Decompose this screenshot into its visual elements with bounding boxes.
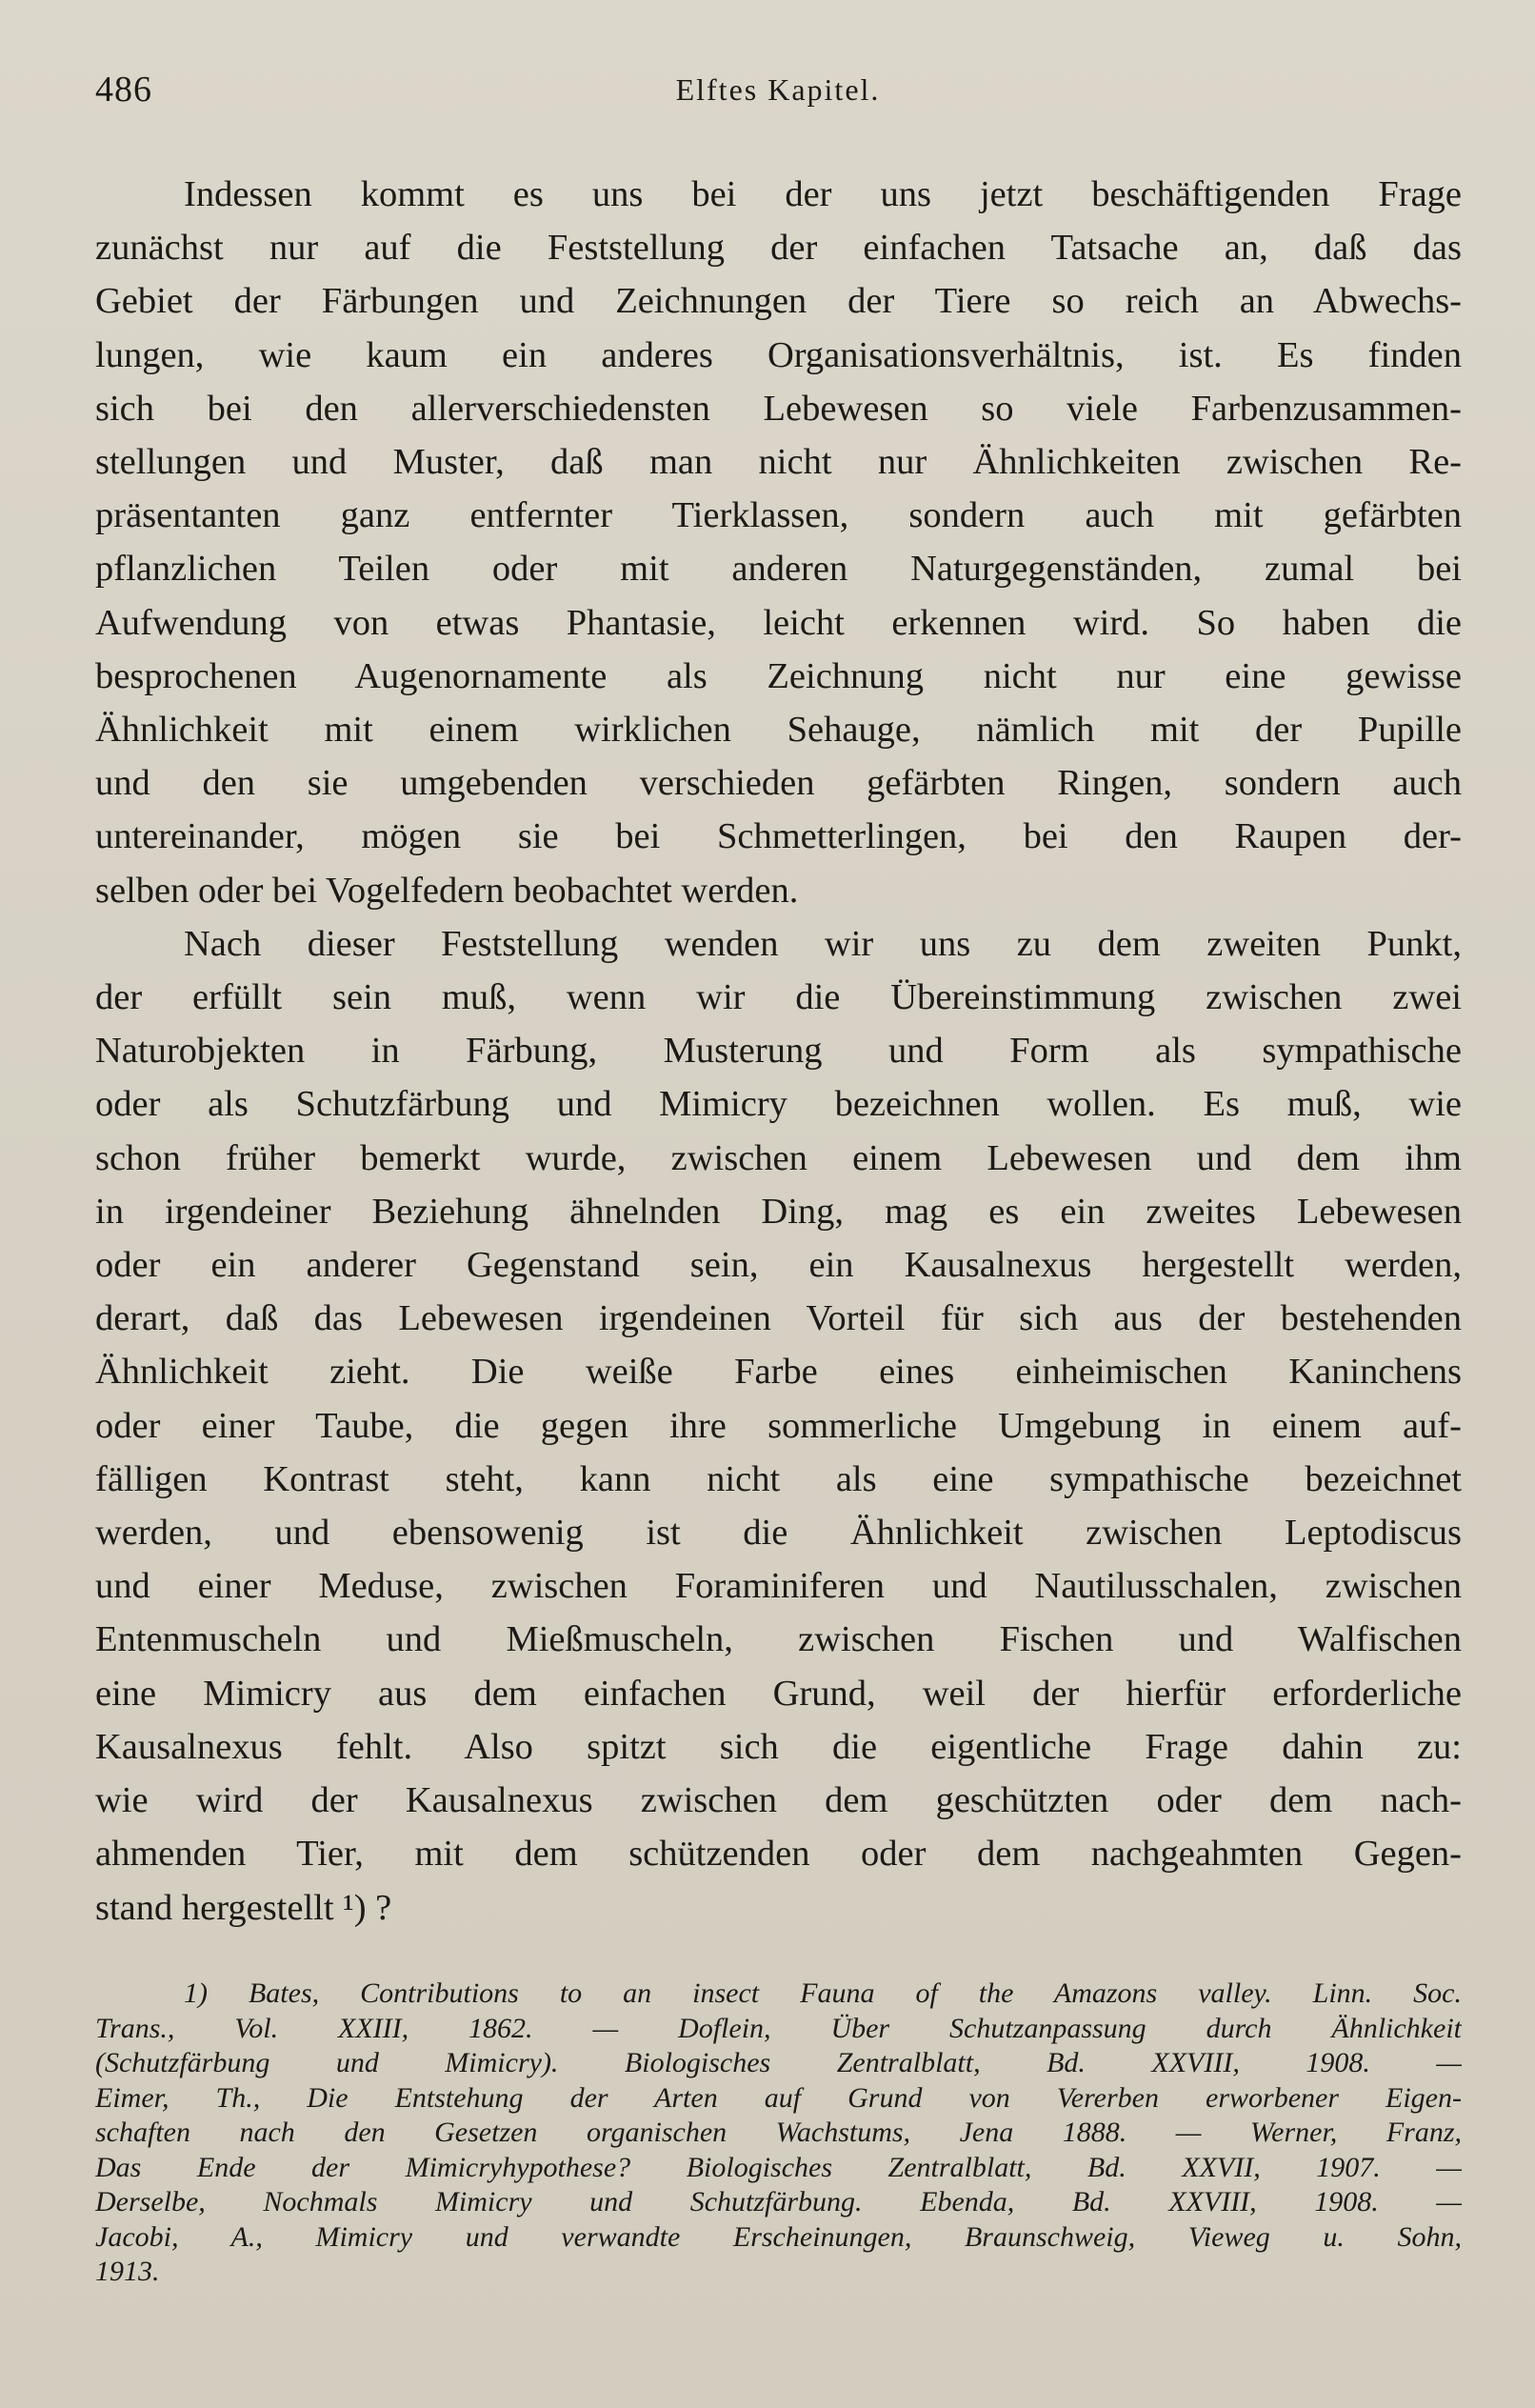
text-line: stand hergestellt ¹) ? xyxy=(95,1887,392,1928)
paragraph-2 xyxy=(95,917,1462,1935)
page-header xyxy=(95,69,1461,126)
footnote-line: Derselbe, Nochmals Mimicry und Schutzfärbung. Ebenda, Bd. XXVIII, 1908. — xyxy=(95,2186,1462,2217)
text-line: derart, daß das Lebewesen irgendeinen Vorteil für sich aus der bestehenden xyxy=(95,1298,1462,1339)
footnote-line: Jacobi, A., Mimicry und verwandte Erscheinungen, Braunschweig, Vieweg u. Sohn, xyxy=(95,2220,1462,2253)
paragraph-1 xyxy=(95,168,1462,917)
page-number: 486 xyxy=(95,70,152,110)
text-line: fälligen Kontrast steht, kann nicht als eine sympathische bezeichnet xyxy=(95,1458,1462,1499)
text-line: in irgendeiner Beziehung ähnelnden Ding, mag es ein zweites Lebewesen xyxy=(95,1191,1462,1232)
text-line: schon früher bemerkt wurde, zwischen einem Lebewesen und dem ihm xyxy=(95,1137,1462,1178)
text-line: stellungen und Muster, daß man nicht nur Ähnlichkeiten zwischen Re- xyxy=(95,442,1462,483)
text-line: Kausalnexus fehlt. Also spitzt sich die eigentliche Frage dahin zu: xyxy=(95,1726,1462,1767)
footnote-line: 1) Bates, Contributions to an insect Fauna of the Amazons valley. Linn. Soc. xyxy=(184,1977,1462,2009)
footnote-line: Das Ende der Mimicryhypothese? Biologisches Zentralblatt, Bd. XXVII, 1907. — xyxy=(95,2151,1462,2183)
text-line: Gebiet der Färbungen und Zeichnungen der Tiere so reich an Abwechs- xyxy=(95,281,1462,322)
text-line: präsentanten ganz entfernter Tierklassen, sondern auch mit gefärbten xyxy=(95,495,1462,536)
text-line: selben oder bei Vogelfedern beobachtet werden. xyxy=(95,870,799,911)
text-line: oder einer Taube, die gegen ihre sommerliche Umgebung in einem auf- xyxy=(95,1405,1462,1446)
text-line: eine Mimicry aus dem einfachen Grund, weil der hierfür erforderliche xyxy=(95,1673,1462,1714)
running-head: Elftes Kapitel. xyxy=(675,72,881,107)
text-line: sich bei den allerverschiedensten Lebewesen so viele Farbenzusammen- xyxy=(95,388,1462,429)
text-line: Aufwendung von etwas Phantasie, leicht erkennen wird. So haben die xyxy=(95,602,1462,643)
text-line: Naturobjekten in Färbung, Musterung und Form als sympathische xyxy=(95,1031,1462,1072)
text-line: oder ein anderer Gegenstand sein, ein Kausalnexus hergestellt werden, xyxy=(95,1245,1462,1286)
text-line: ahmenden Tier, mit dem schützenden oder dem nachgeahmten Gegen- xyxy=(95,1834,1462,1875)
footnote-line: schaften nach den Gesetzen organischen Wachstums, Jena 1888. — Werner, Franz, xyxy=(95,2117,1462,2148)
text-line: Ähnlichkeit mit einem wirklichen Sehauge, nämlich mit der Pupille xyxy=(95,710,1462,751)
text-line: besprochenen Augenornamente als Zeichnung nicht nur eine gewisse xyxy=(95,655,1462,696)
text-line: Nach dieser Feststellung wenden wir uns zu dem zweiten Punkt, xyxy=(184,923,1462,964)
text-line: und den sie umgebenden verschieden gefärbten Ringen, sondern auch xyxy=(95,763,1462,804)
text-line: pflanzlichen Teilen oder mit anderen Naturgegenständen, zumal bei xyxy=(95,549,1462,590)
footnote-line: Eimer, Th., Die Entstehung der Arten auf Grund von Vererben erworbener Eigen- xyxy=(95,2081,1462,2114)
text-line: werden, und ebensowenig ist die Ähnlichkeit zwischen Leptodiscus xyxy=(95,1513,1462,1554)
text-line: der erfüllt sein muß, wenn wir die Übereinstimmung zwischen zwei xyxy=(95,977,1462,1018)
text-line: Ähnlichkeit zieht. Die weiße Farbe eines einheimischen Kaninchens xyxy=(95,1352,1462,1393)
text-line: und einer Meduse, zwischen Foraminiferen und Nautilusschalen, zwischen xyxy=(95,1566,1462,1607)
footnote-line: (Schutzfärbung und Mimicry). Biologisches Zentralblatt, Bd. XXVIII, 1908. — xyxy=(95,2047,1462,2078)
text-line: Entenmuscheln und Mießmuscheln, zwischen Fischen und Walfischen xyxy=(95,1619,1462,1660)
footnote-line: Trans., Vol. XXIII, 1862. — Doflein, Über Schutzanpassung durch Ähnlichkeit xyxy=(95,2012,1462,2044)
text-line: zunächst nur auf die Feststellung der einfachen Tatsache an, daß das xyxy=(95,228,1462,269)
text-line: Indessen kommt es uns bei der uns jetzt beschäftigenden Frage xyxy=(184,174,1462,214)
body-text xyxy=(95,168,1462,1935)
footnote-line: 1913. xyxy=(95,2256,160,2287)
text-line: oder als Schutzfärbung und Mimicry bezeichnen wollen. Es muß, wie xyxy=(95,1084,1462,1125)
text-line: lungen, wie kaum ein anderes Organisationsverhältnis, ist. Es finden xyxy=(95,334,1462,375)
text-line: untereinander, mögen sie bei Schmetterlingen, bei den Raupen der- xyxy=(95,816,1462,857)
footnote xyxy=(95,1977,1462,2290)
text-line: wie wird der Kausalnexus zwischen dem geschützten oder dem nach- xyxy=(95,1780,1462,1821)
